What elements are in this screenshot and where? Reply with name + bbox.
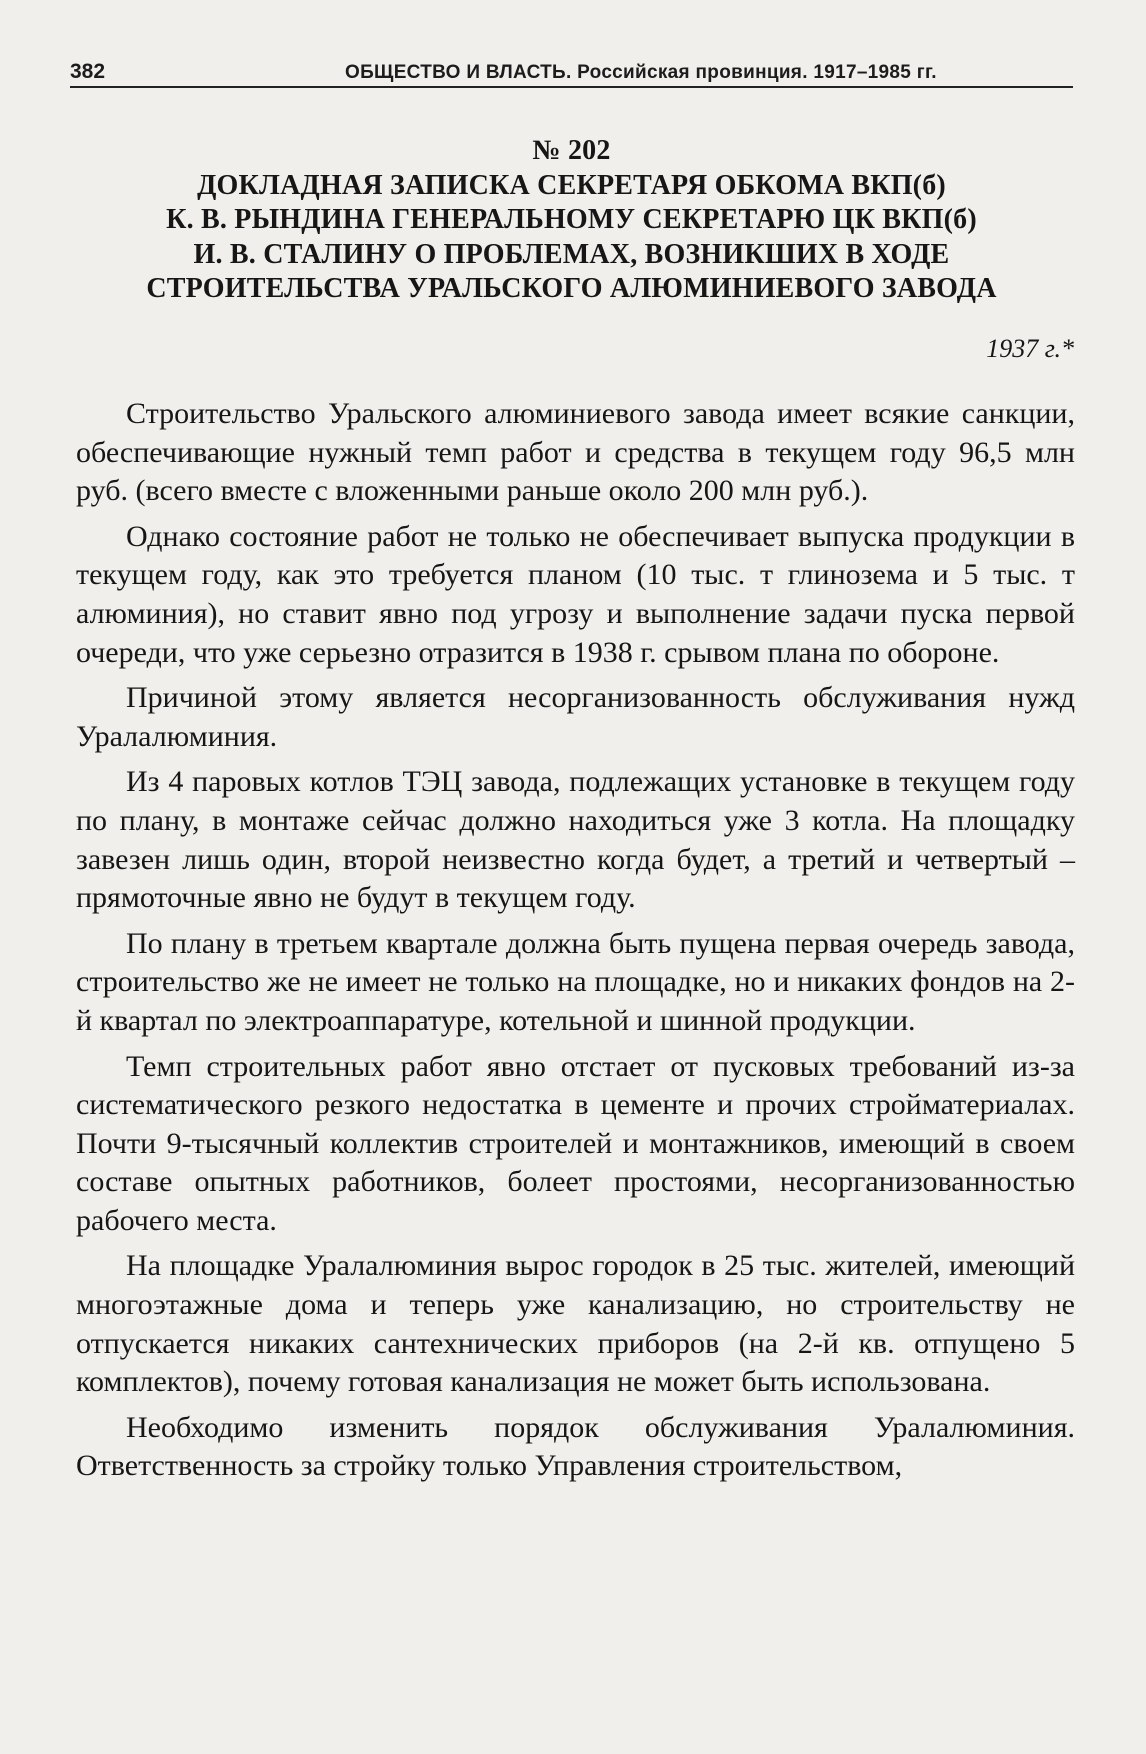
- document-heading: [70, 134, 1073, 307]
- running-header: [70, 58, 1073, 88]
- paragraph: Темп строительных работ явно отстает от пусковых требований из-за систематического резкого недостатка в цементе и прочих стройматериалах. Почти 9-тысячный коллектив строителей и монтажников, имеющий в своем составе опытных работников, болеет простоями, несорганизованностью рабочего места.: [76, 1049, 1075, 1237]
- document-title-line: ДОКЛАДНАЯ ЗАПИСКА СЕКРЕТАРЯ ОБКОМА ВКП(б): [197, 169, 946, 201]
- document-title-line: К. В. РЫНДИНА ГЕНЕРАЛЬНОМУ СЕКРЕТАРЮ ЦК ВКП(б): [166, 204, 977, 235]
- document-title-line: СТРОИТЕЛЬСТВА УРАЛЬСКОГО АЛЮМИНИЕВОГО ЗАВОДА: [146, 273, 997, 304]
- paragraph: Из 4 паровых котлов ТЭЦ завода, подлежащих установке в текущем году по плану, в монтаже сейчас должно находиться уже 3 котла. На площадку завезен лишь один, второй неизвестно когда будет, а третий и четвертый – прямоточные явно не будут в текущем году.: [76, 765, 1075, 915]
- running-title: ОБЩЕСТВО И ВЛАСТЬ. Российская провинция. 1917–1985 гг.: [345, 62, 937, 83]
- paragraph: На площадке Уралалюминия вырос городок в 25 тыс. жителей, имеющий многоэтажные дома и теперь уже канализацию, но строительству не отпускается никаких сантехнических приборов (на 2-й кв. отпущено 5 комплектов), почему готовая канализация не может быть использована.: [76, 1249, 1075, 1399]
- document-date: 1937 г.*: [986, 334, 1074, 363]
- paragraph: По плану в третьем квартале должна быть пущена первая очередь завода, строительство же не имеет не только на площадке, но и никаких фондов на 2-й квартал по электроаппаратуре, котельной и шинной продукции.: [76, 926, 1075, 1037]
- paragraph: Строительство Уральского алюминиевого завода имеет всякие санкции, обеспечивающие нужный темп работ и средства в текущем году 96,5 млн руб. (всего вместе с вложенными раньше около 200 млн руб.).: [76, 397, 1075, 508]
- paragraph: Причиной этому является несорганизованность обслуживания нужд Уралалюминия.: [76, 681, 1075, 753]
- page-number: 382: [70, 60, 106, 83]
- document-body: [76, 395, 1075, 1493]
- paragraph: Необходимо изменить порядок обслуживания Уралалюминия. Ответственность за стройку только Управления строительством,: [76, 1410, 1075, 1483]
- paragraph: Однако состояние работ не только не обеспечивает выпуска продукции в текущем году, как это требуется планом (10 тыс. т глинозема и 5 тыс. т алюминия), но ставит явно под угрозу и выполнение задачи пуска первой очереди, что уже серьезно отразится в 1938 г. срывом плана по обороне.: [76, 519, 1075, 669]
- document-number: № 202: [532, 135, 611, 166]
- document-title-line: И. В. СТАЛИНУ О ПРОБЛЕМАХ, ВОЗНИКШИХ В ХОДЕ: [193, 238, 950, 270]
